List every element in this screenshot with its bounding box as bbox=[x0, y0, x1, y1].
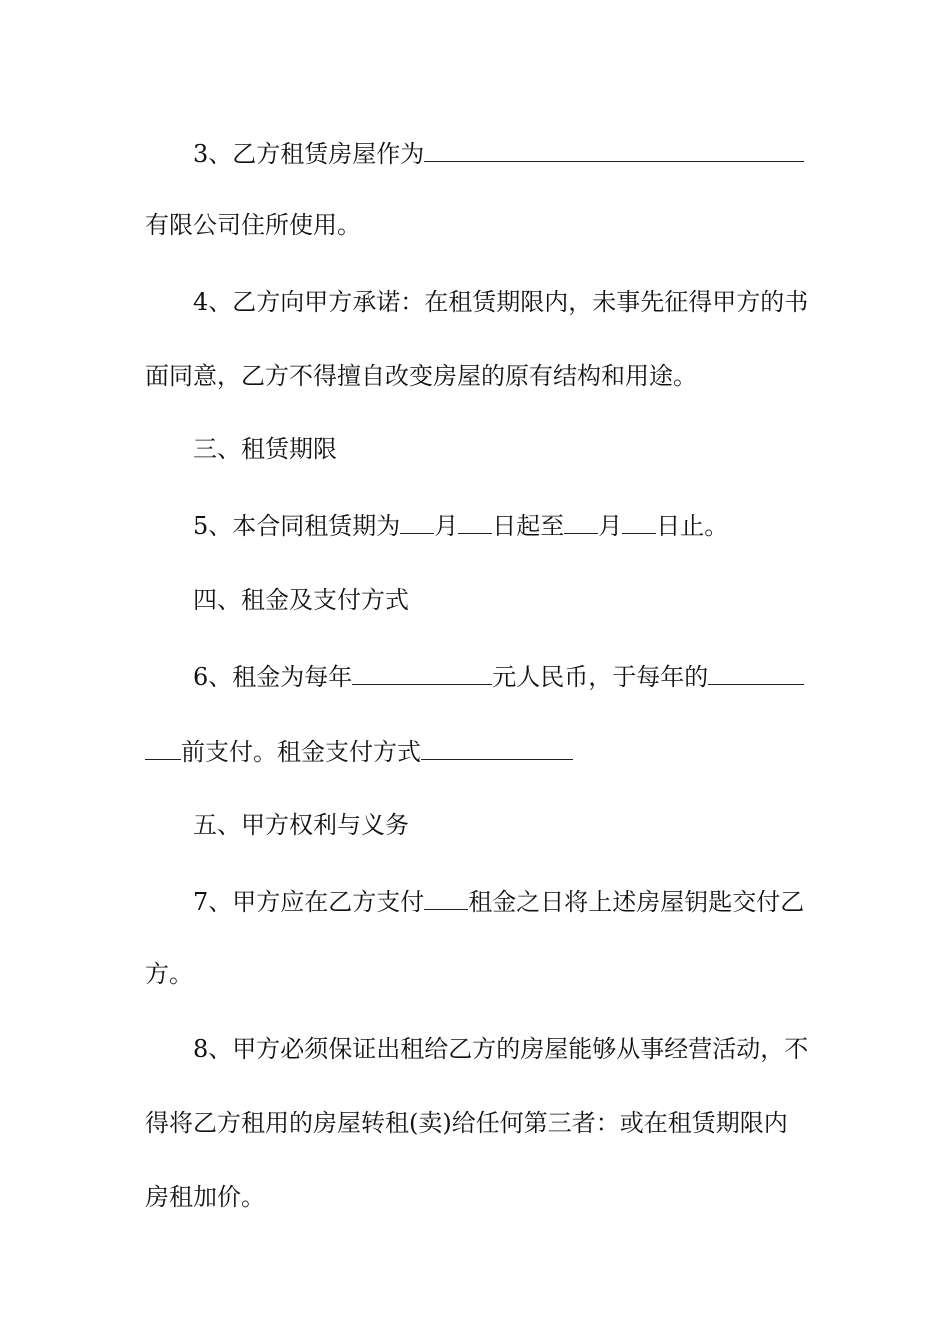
clause-8-line-3: 房租加价。 bbox=[145, 1183, 265, 1211]
clause-6-text-b: 元人民币，于每年的 bbox=[492, 663, 709, 691]
clause-5-text-b: 月 bbox=[434, 512, 459, 540]
clause-8-line-1: 8、甲方必须保证出租给乙方的房屋能够从事经营活动，不 bbox=[193, 1035, 809, 1063]
blank-field bbox=[145, 735, 181, 760]
clause-4-line-2: 面同意，乙方不得擅自改变房屋的原有结构和用途。 bbox=[145, 362, 697, 390]
section-4-heading: 四、租金及支付方式 bbox=[193, 586, 409, 614]
blank-field bbox=[458, 509, 492, 534]
blank-field bbox=[424, 137, 804, 162]
clause-7-line-2: 方。 bbox=[145, 960, 193, 988]
clause-7-line-1 bbox=[193, 885, 810, 917]
clause-5 bbox=[193, 509, 810, 541]
clause-7-text-b: 租金之日将上述房屋钥匙交付乙 bbox=[468, 888, 805, 916]
blank-field bbox=[622, 509, 656, 534]
clause-3-line-1 bbox=[193, 137, 810, 169]
clause-5-text-e: 日止。 bbox=[656, 512, 729, 540]
blank-field bbox=[708, 660, 804, 685]
clause-6-text-a: 6、租金为每年 bbox=[193, 663, 353, 691]
clause-5-text-c: 日起至 bbox=[492, 512, 565, 540]
blank-field bbox=[400, 509, 434, 534]
clause-6-line-2 bbox=[145, 735, 810, 767]
section-3-heading: 三、租赁期限 bbox=[193, 435, 337, 463]
blank-field bbox=[421, 735, 573, 760]
clause-5-text-d: 月 bbox=[598, 512, 623, 540]
section-5-heading: 五、甲方权利与义务 bbox=[193, 811, 409, 839]
clause-3-line-2: 有限公司住所使用。 bbox=[145, 211, 361, 239]
blank-field bbox=[352, 660, 492, 685]
clause-4-line-1: 4、乙方向甲方承诺：在租赁期限内，未事先征得甲方的书 bbox=[193, 288, 809, 316]
clause-7-text-a: 7、甲方应在乙方支付 bbox=[193, 888, 425, 916]
clause-3-text: 3、乙方租赁房屋作为 bbox=[193, 140, 425, 168]
clause-8-line-2: 得将乙方租用的房屋转租(卖)给任何第三者：或在租赁期限内 bbox=[145, 1109, 788, 1137]
blank-field bbox=[424, 885, 468, 910]
blank-field bbox=[564, 509, 598, 534]
clause-5-text-a: 5、本合同租赁期为 bbox=[193, 512, 401, 540]
clause-6-line-1 bbox=[193, 660, 810, 692]
clause-6-text-c: 前支付。租金支付方式 bbox=[181, 738, 421, 766]
